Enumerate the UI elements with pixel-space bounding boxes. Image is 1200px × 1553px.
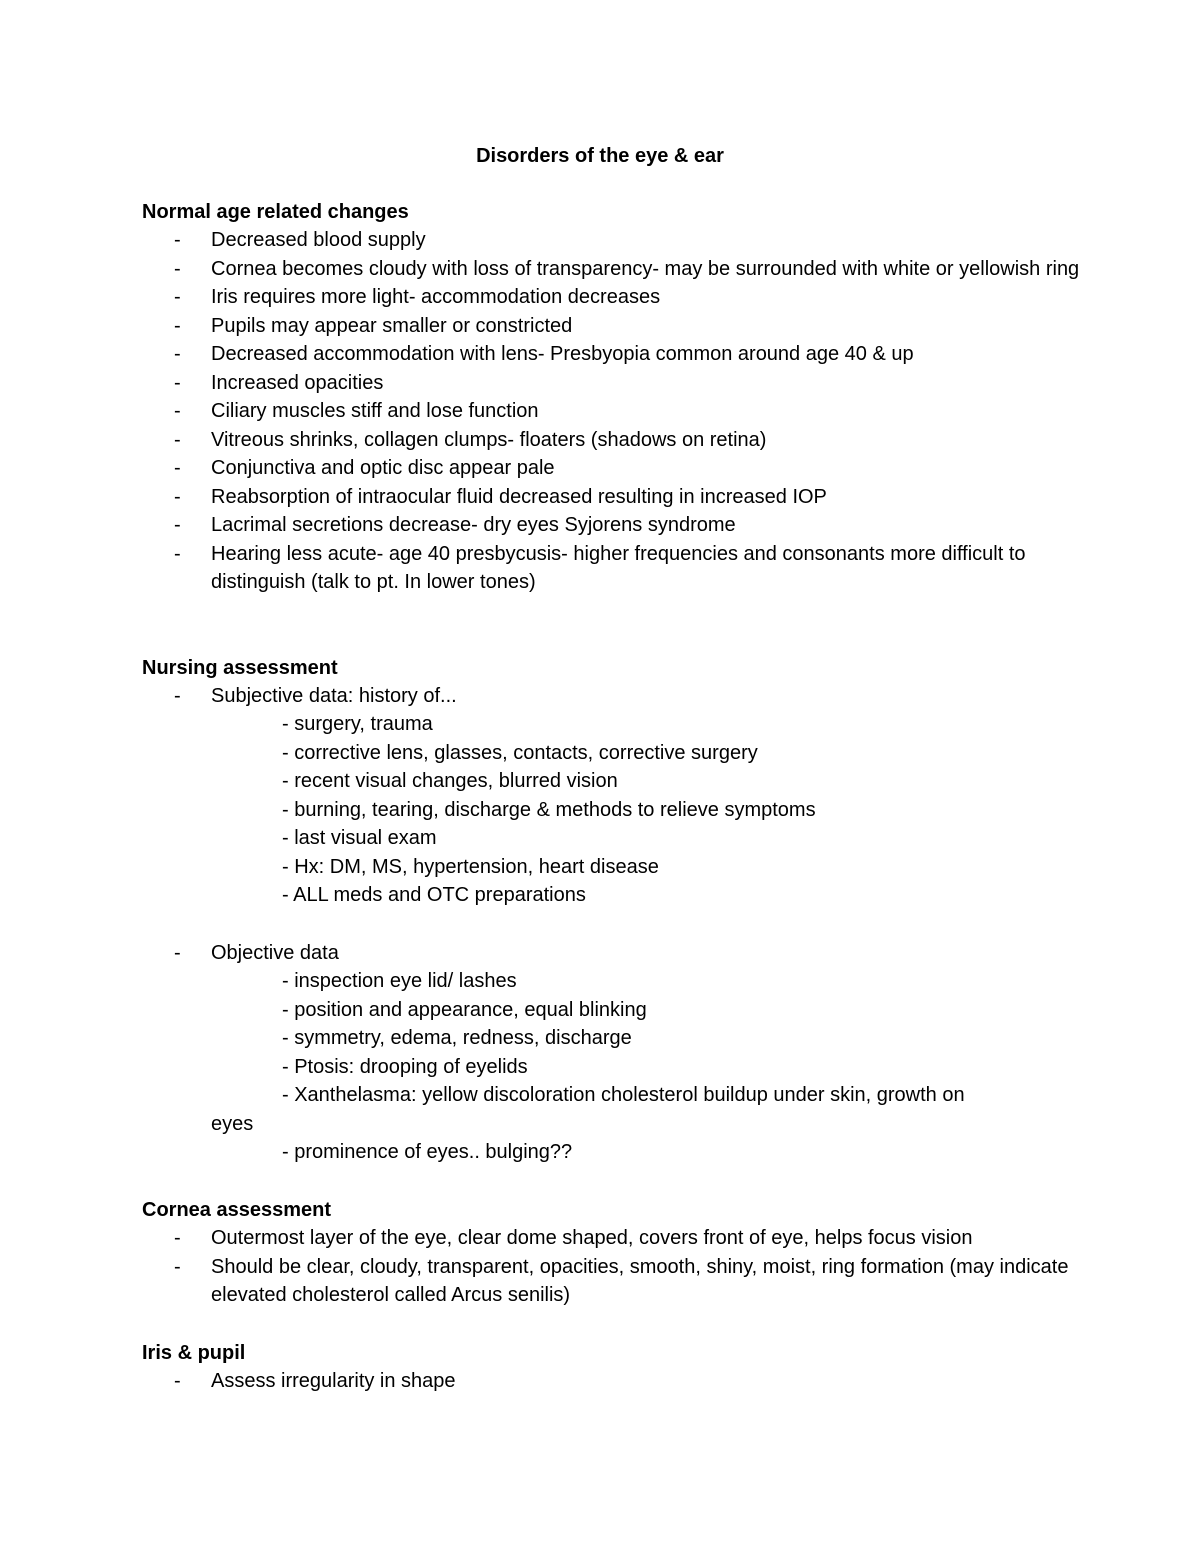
sub-list-item: - burning, tearing, discharge & methods to relieve symptoms [282, 798, 816, 821]
cornea-list [0, 1224, 1200, 1310]
normal-age-list [0, 226, 1200, 597]
list-item-text: Vitreous shrinks, collagen clumps- floaters (shadows on retina) [211, 428, 767, 451]
sub-list-item: - surgery, trauma [282, 713, 433, 735]
sub-list-item: - Ptosis: drooping of eyelids [282, 1055, 528, 1078]
objective-sublist [0, 967, 1200, 1167]
list-item-text: Ciliary muscles stiff and lose function [211, 400, 539, 422]
bullet-dash: - [174, 457, 181, 479]
list-item-text: Cornea becomes cloudy with loss of transparency- may be surrounded with white or yellowish ring [211, 257, 1080, 280]
sub-list-item: - position and appearance, equal blinking [282, 998, 647, 1021]
list-item-text: Should be clear, cloudy, transparent, opacities, smooth, shiny, moist, ring formation (may indicate elevated cholesterol called Arcus senilis) [211, 1255, 1069, 1306]
section-heading-normal-age: Normal age related changes [142, 201, 409, 223]
list-item-text: Subjective data: history of... [211, 685, 457, 707]
list-item [0, 397, 1081, 426]
list-item-text: Objective data [211, 942, 339, 964]
list-item [0, 226, 1081, 255]
nursing-list [0, 682, 1200, 711]
list-item-text: Pupils may appear smaller or constricted [211, 314, 573, 337]
bullet-dash: - [174, 428, 181, 451]
bullet-dash: - [174, 343, 181, 365]
sub-list-item-xanthelasma [0, 1081, 1200, 1110]
xanthelasma-line-2: eyes [211, 1112, 254, 1135]
bullet-dash: - [174, 229, 181, 251]
list-item [0, 511, 1081, 540]
list-item [0, 426, 1081, 455]
sub-list-item: - symmetry, edema, redness, discharge [282, 1027, 632, 1049]
list-item-text: Increased opacities [211, 371, 384, 394]
list-item [0, 283, 1081, 312]
list-item-text: Lacrimal secretions decrease- dry eyes Syjorens syndrome [211, 514, 736, 536]
sub-list-item: - recent visual changes, blurred vision [282, 770, 618, 792]
sub-list-item: - last visual exam [282, 827, 437, 849]
section-heading-nursing: Nursing assessment [142, 657, 338, 679]
sub-list-item-xanthelasma-cont [0, 1110, 1200, 1139]
bullet-dash: - [174, 314, 181, 337]
list-item-subjective [0, 682, 1081, 711]
list-item [0, 454, 1081, 483]
section-heading-cornea: Cornea assessment [142, 1199, 331, 1221]
bullet-dash: - [174, 257, 181, 280]
bullet-dash: - [174, 1227, 181, 1249]
bullet-dash: - [174, 514, 181, 536]
list-item-text: Outermost layer of the eye, clear dome shaped, covers front of eye, helps focus vision [211, 1227, 973, 1249]
xanthelasma-line-1: - Xanthelasma: yellow discoloration cholesterol buildup under skin, growth on [282, 1084, 965, 1106]
list-item [0, 255, 1081, 284]
list-item-text: Decreased blood supply [211, 229, 426, 251]
bullet-dash: - [174, 542, 181, 565]
iris-list [0, 1367, 1200, 1396]
list-item [0, 1253, 1081, 1310]
sub-list-item: - prominence of eyes.. bulging?? [282, 1141, 573, 1163]
list-item [0, 369, 1081, 398]
bullet-dash: - [174, 371, 181, 394]
bullet-dash: - [174, 400, 181, 422]
sub-list-item: - ALL meds and OTC preparations [282, 884, 586, 906]
sub-list-item: - corrective lens, glasses, contacts, corrective surgery [282, 741, 758, 764]
list-item [0, 1367, 1081, 1396]
bullet-dash: - [174, 685, 181, 707]
objective-list [0, 939, 1200, 968]
bullet-dash: - [174, 1370, 181, 1392]
section-heading-iris: Iris & pupil [142, 1342, 246, 1364]
list-item-text: Iris requires more light- accommodation decreases [211, 286, 661, 308]
page-title: Disorders of the eye & ear [476, 145, 724, 167]
subjective-sublist [0, 710, 1200, 910]
bullet-dash: - [174, 286, 181, 308]
list-item [0, 540, 1081, 597]
bullet-dash: - [174, 1255, 181, 1278]
sub-list-item: - inspection eye lid/ lashes [282, 970, 517, 992]
list-item-text: Assess irregularity in shape [211, 1370, 456, 1392]
list-item-text: Conjunctiva and optic disc appear pale [211, 457, 555, 479]
list-item-objective [0, 939, 1081, 968]
list-item [0, 1224, 1081, 1253]
list-item [0, 340, 1081, 369]
list-item-text: Hearing less acute- age 40 presbycusis- higher frequencies and consonants more difficult to distinguish (talk to pt. In lower tones) [211, 542, 1026, 593]
bullet-dash: - [174, 485, 181, 508]
list-item-text: Reabsorption of intraocular fluid decreased resulting in increased IOP [211, 485, 827, 508]
sub-list-item: - Hx: DM, MS, hypertension, heart disease [282, 855, 659, 878]
list-item-text: Decreased accommodation with lens- Presbyopia common around age 40 & up [211, 343, 914, 365]
list-item [0, 483, 1081, 512]
list-item [0, 312, 1081, 341]
bullet-dash: - [174, 942, 181, 964]
